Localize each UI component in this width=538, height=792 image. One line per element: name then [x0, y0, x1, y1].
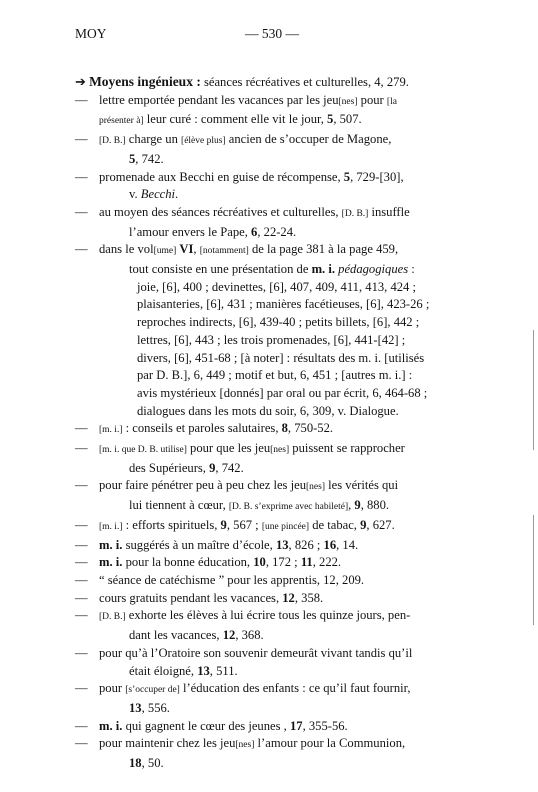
running-head: MOY — [75, 26, 107, 41]
dash: — — [75, 736, 88, 751]
entry-text: pour qu’à l’Oratoire son souvenir demeurât vivant tandis qu’il était éloigné, 13, 511. — [99, 645, 413, 678]
dash: — — [75, 132, 88, 147]
index-entry — [75, 440, 471, 477]
index-entry — [75, 554, 471, 572]
margin-rule — [533, 515, 534, 625]
sub-line: dialogues dans les mots du soir, 6, 309, v. Dialogue. — [137, 403, 399, 418]
entry-text: lettre emportée pendant les vacances par les jeu[nes] pour [la présenter à] leur curé : comment elle vit le jour, 5, 507. — [99, 92, 397, 127]
dash: — — [75, 92, 88, 107]
entry-text: m. i. pour la bonne éducation, 10, 172 ; 11, 222. — [99, 555, 342, 570]
entry-text: dans le vol[ume] VI, [notamment] de la page 381 à la page 459, tout consiste en une présentation de m. i. pédagogiques : joie, [6], 400 ; devinettes, [6], 407, 409, 411, 413, 424 ; plaisanteries, [6], 431 ; manières facétieuses, [6], 423-26 ; reproches indirects, [6], 439-40 ; petits billets, [6], 442 ; lettres, [6], 443 ; les trois promenades, [6], 441-[42] ; divers, [6], 451-68 ; [à noter] : résultats des m. i. [utilisés par D. B.], 6, 449 ; motif et but, 6, 451 ; [autres m. i.] : avis mystérieux [donnés] par oral ou par écrit, 6, 464-68 ; dialogues dans les mots du soir, 6, 309, v. Dialogue. — [99, 241, 471, 420]
entry-text: m. i. suggérés à un maître d’école, 13, 826 ; 16, 14. — [99, 537, 359, 552]
entry-text: [D. B.] exhorte les élèves à lui écrire tous les quinze jours, pen- dant les vacances, 12, 368. — [99, 608, 411, 643]
page-header — [75, 26, 465, 44]
index-entry — [75, 680, 471, 717]
arrow-icon: ➔ — [75, 74, 86, 89]
dash: — — [75, 590, 88, 605]
entry-text: promenade aux Becchi en guise de récompense, 5, 729-[30], v. Becchi. — [99, 169, 404, 202]
dash: — — [75, 242, 88, 257]
page-number: — 530 — — [245, 26, 299, 41]
sub-line: lettres, [6], 443 ; les trois promenades, [6], 441-[42] ; — [137, 332, 406, 347]
entry-text: [m. i.] : efforts spirituels, 9, 567 ; [une pincée] de tabac, 9, 627. — [99, 517, 395, 532]
index-entry — [75, 645, 471, 680]
entry-text: [D. B.] charge un [élève plus] ancien de s’occuper de Magone, 5, 742. — [99, 132, 392, 166]
entry-text: pour [s’occuper de] l’éducation des enfants : ce qu’il faut fournir, 13, 556. — [99, 681, 411, 715]
dash: — — [75, 169, 88, 184]
sub-line: plaisanteries, [6], 431 ; manières facétieuses, [6], 423-26 ; — [137, 297, 430, 312]
dash: — — [75, 441, 88, 456]
index-entry — [75, 477, 471, 516]
entry-text: au moyen des séances récréatives et culturelles, [D. B.] insuffle l’amour envers le Pape, 6, 22-24. — [99, 204, 410, 239]
margin-rule — [533, 330, 534, 450]
dash: — — [75, 572, 88, 587]
dash: — — [75, 608, 88, 623]
index-entry — [75, 607, 471, 644]
entry-text: pour maintenir chez les jeu[nes] l’amour pour la Communion, 18, 50. — [99, 736, 406, 771]
dash: — — [75, 555, 88, 570]
index-entry — [75, 572, 471, 590]
dash: — — [75, 478, 88, 493]
index-entry — [75, 517, 471, 537]
sub-line: joie, [6], 400 ; devinettes, [6], 407, 409, 411, 413, 424 ; — [137, 279, 417, 294]
index-entry — [75, 590, 471, 608]
entry-text: [m. i.] : conseils et paroles salutaires, 8, 750-52. — [99, 421, 334, 436]
index-entry — [75, 718, 471, 736]
dash: — — [75, 517, 88, 532]
index-entry — [75, 537, 471, 555]
index-entry — [75, 241, 471, 420]
dash: — — [75, 681, 88, 696]
sub-line: reproches indirects, [6], 439-40 ; petits billets, [6], 442 ; — [137, 315, 420, 330]
index-entry-heading — [75, 73, 471, 92]
sub-line: avis mystérieux [donnés] par oral ou par écrit, 6, 464-68 ; — [137, 385, 428, 400]
index-entry — [75, 735, 471, 772]
entry-text: [m. i. que D. B. utilise] pour que les jeu[nes] puissent se rapprocher des Supérieurs, 9, 742. — [99, 441, 405, 475]
sub-line: par D. B.], 6, 449 ; motif et but, 6, 451 ; [autres m. i.] : — [137, 368, 413, 383]
dash: — — [75, 421, 88, 436]
index-entry — [75, 131, 471, 168]
entry-text: cours gratuits pendant les vacances, 12, 358. — [99, 590, 324, 605]
index-entry — [75, 92, 471, 131]
dash: — — [75, 645, 88, 660]
entry-text: pour faire pénétrer peu à peu chez les jeu[nes] les vérités qui lui tiennent à cœur, [D. B. s’exprime avec habileté], 9, 880. — [99, 478, 399, 513]
dash: — — [75, 537, 88, 552]
dash: — — [75, 718, 88, 733]
index-entry — [75, 169, 471, 204]
entry-text: m. i. qui gagnent le cœur des jeunes , 17, 355-56. — [99, 718, 348, 733]
index-entry — [75, 420, 471, 440]
entry-text: séances récréatives et culturelles, 4, 279. — [200, 75, 409, 89]
index-entries — [75, 73, 471, 773]
entry-text: “ séance de catéchisme ” pour les apprentis, 12, 209. — [99, 572, 365, 587]
index-entry — [75, 204, 471, 241]
dash: — — [75, 204, 88, 219]
sub-line: divers, [6], 451-68 ; [à noter] : résultats des m. i. [utilisés — [137, 350, 425, 365]
entry-heading: Moyens ingénieux : — [89, 74, 201, 89]
